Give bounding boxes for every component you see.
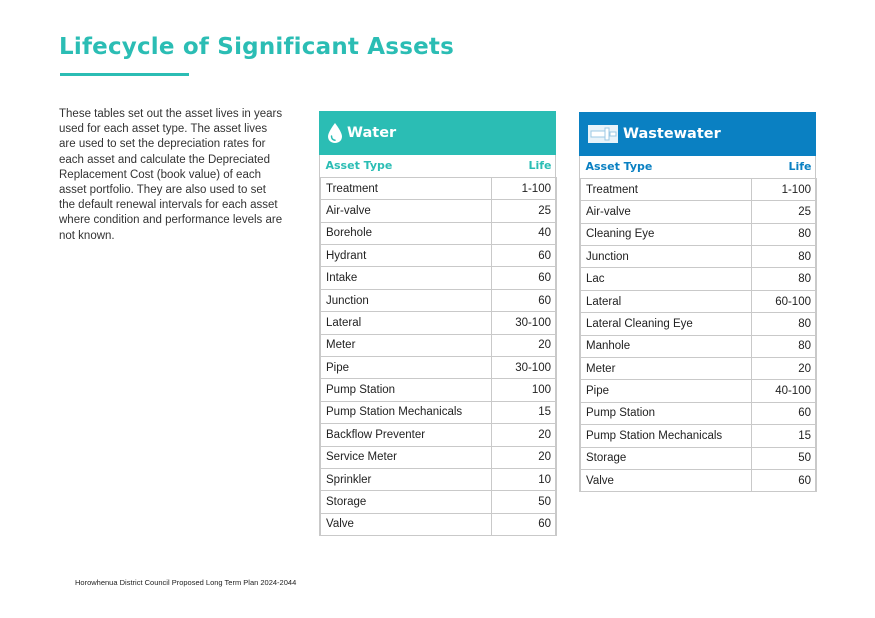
asset-type-cell: Lateral	[321, 312, 492, 334]
table-row	[321, 177, 557, 199]
page-title: Lifecycle of Significant Assets	[59, 34, 454, 60]
life-cell: 80	[752, 246, 817, 268]
life-cell: 20	[492, 424, 557, 446]
life-cell: 60	[492, 245, 557, 267]
water-table	[320, 155, 557, 536]
water-col-asset-type: Asset Type	[325, 159, 393, 173]
asset-type-cell: Storage	[581, 447, 752, 469]
asset-type-cell: Hydrant	[321, 245, 492, 267]
table-row	[321, 334, 557, 356]
table-row	[581, 313, 817, 335]
life-cell: 10	[492, 468, 557, 490]
life-cell: 40-100	[752, 380, 817, 402]
life-cell: 60	[492, 289, 557, 311]
page-footer: Horowhenua District Council Proposed Long Term Plan 2024-2044	[75, 578, 297, 587]
table-row	[581, 425, 817, 447]
table-row	[581, 223, 817, 245]
life-cell: 80	[752, 313, 817, 335]
table-row	[321, 222, 557, 244]
asset-type-cell: Pump Station	[321, 379, 492, 401]
title-underline	[60, 73, 189, 76]
life-cell: 100	[492, 379, 557, 401]
asset-type-cell: Service Meter	[321, 446, 492, 468]
table-row	[321, 491, 557, 513]
table-row	[581, 290, 817, 312]
asset-type-cell: Cleaning Eye	[581, 223, 752, 245]
table-row	[581, 246, 817, 268]
asset-type-cell: Meter	[321, 334, 492, 356]
asset-type-cell: Treatment	[581, 178, 752, 200]
wastewater-col-asset-type: Asset Type	[585, 160, 653, 174]
table-row	[581, 358, 817, 380]
table-row	[581, 335, 817, 357]
asset-type-cell: Lateral Cleaning Eye	[581, 313, 752, 335]
life-cell: 25	[492, 200, 557, 222]
table-row	[581, 469, 817, 491]
asset-type-cell: Air-valve	[581, 201, 752, 223]
asset-type-cell: Air-valve	[321, 200, 492, 222]
life-cell: 20	[492, 446, 557, 468]
table-row	[581, 447, 817, 469]
life-cell: 25	[752, 201, 817, 223]
wastewater-pipe-icon	[587, 123, 619, 145]
water-col-life: Life	[528, 159, 552, 173]
asset-type-cell: Backflow Preventer	[321, 424, 492, 446]
asset-type-cell: Borehole	[321, 222, 492, 244]
life-cell: 80	[752, 335, 817, 357]
water-drop-icon	[327, 122, 343, 144]
table-row	[321, 401, 557, 423]
wastewater-table	[580, 156, 817, 492]
table-row	[321, 446, 557, 468]
asset-type-cell: Valve	[581, 469, 752, 491]
wastewater-header-title: Wastewater	[623, 126, 721, 142]
asset-type-cell: Treatment	[321, 177, 492, 199]
table-row	[321, 379, 557, 401]
table-row	[321, 245, 557, 267]
water-header	[319, 111, 556, 155]
asset-type-cell: Intake	[321, 267, 492, 289]
table-row	[321, 200, 557, 222]
table-row	[581, 178, 817, 200]
asset-type-cell: Lateral	[581, 290, 752, 312]
life-cell: 40	[492, 222, 557, 244]
life-cell: 50	[492, 491, 557, 513]
water-table-panel	[319, 111, 556, 536]
wastewater-col-life: Life	[788, 160, 812, 174]
table-row	[321, 424, 557, 446]
asset-type-cell: Storage	[321, 491, 492, 513]
table-row	[581, 380, 817, 402]
water-header-title: Water	[347, 125, 397, 141]
asset-type-cell: Manhole	[581, 335, 752, 357]
asset-type-cell: Meter	[581, 358, 752, 380]
life-cell: 30-100	[492, 357, 557, 379]
intro-paragraph: These tables set out the asset lives in years used for each asset type. The asset lives are used to set the depreciation rates for each asset and calculate the Depreciated Replacement Cost (book value) of each asset portfolio. They are also used to set the default renewal intervals for each asset where condition and performance levels are not known.	[59, 108, 283, 242]
life-cell: 15	[492, 401, 557, 423]
life-cell: 1-100	[492, 177, 557, 199]
life-cell: 15	[752, 425, 817, 447]
asset-type-cell: Valve	[321, 513, 492, 535]
life-cell: 20	[752, 358, 817, 380]
table-row	[581, 201, 817, 223]
asset-type-cell: Sprinkler	[321, 468, 492, 490]
life-cell: 20	[492, 334, 557, 356]
life-cell: 80	[752, 268, 817, 290]
life-cell: 50	[752, 447, 817, 469]
asset-type-cell: Junction	[581, 246, 752, 268]
wastewater-header	[579, 112, 816, 156]
life-cell: 1-100	[752, 178, 817, 200]
life-cell: 60	[492, 267, 557, 289]
table-row	[321, 267, 557, 289]
life-cell: 60	[752, 469, 817, 491]
life-cell: 60-100	[752, 290, 817, 312]
asset-type-cell: Junction	[321, 289, 492, 311]
table-row	[321, 289, 557, 311]
asset-type-cell: Pump Station Mechanicals	[581, 425, 752, 447]
asset-type-cell: Pump Station	[581, 402, 752, 424]
table-row	[581, 268, 817, 290]
asset-type-cell: Pipe	[581, 380, 752, 402]
life-cell: 60	[492, 513, 557, 535]
life-cell: 80	[752, 223, 817, 245]
table-row	[321, 357, 557, 379]
wastewater-table-panel	[579, 112, 816, 492]
asset-type-cell: Lac	[581, 268, 752, 290]
table-row	[321, 513, 557, 535]
asset-type-cell: Pipe	[321, 357, 492, 379]
table-row	[321, 468, 557, 490]
table-row	[321, 312, 557, 334]
life-cell: 60	[752, 402, 817, 424]
asset-type-cell: Pump Station Mechanicals	[321, 401, 492, 423]
life-cell: 30-100	[492, 312, 557, 334]
table-row	[581, 402, 817, 424]
